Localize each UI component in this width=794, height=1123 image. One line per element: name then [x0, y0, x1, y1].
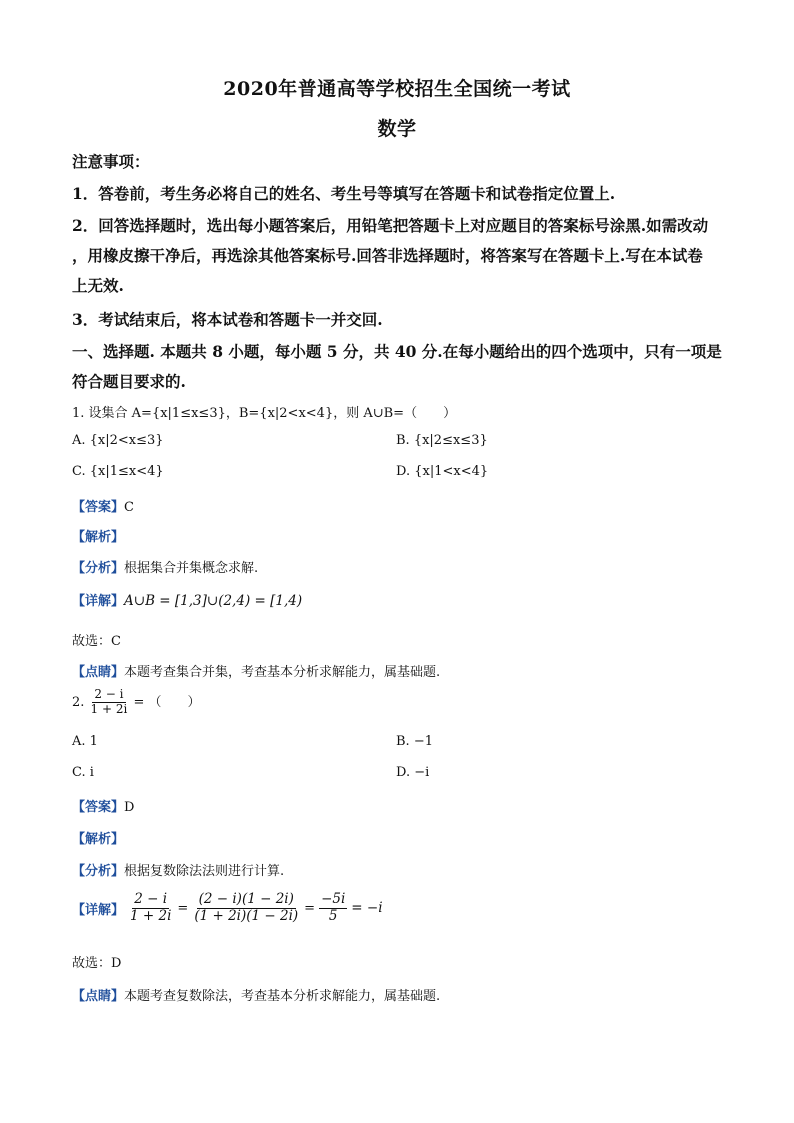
exam-title: 2020年普通高等学校招生全国统一考试 [223, 78, 571, 100]
q2-stem: 2. $\frac{2 - i}{1 + 2i}$ = （ ） [72, 687, 201, 716]
section-heading-1: 一、选择题. 本题共 8 小题，每小题 5 分，共 40 分.在每小题给出的四个选项中，只有一项是 [72, 342, 722, 361]
q1-jiexi: 【解析】 [72, 530, 125, 545]
q1-answer: C [124, 500, 134, 515]
notice-heading: 注意事项： [72, 152, 150, 171]
q1-dianjing: 本题考查集合并集，考查基本分析求解能力，属基础题. [124, 665, 441, 680]
q2-answer-line: 【答案】D [72, 800, 135, 815]
q1-option-d: D. {x|1<x<4} [396, 464, 489, 479]
q1-fenxi: 根据集合并集概念求解. [124, 561, 259, 576]
notice-2c: 上无效. [72, 276, 124, 295]
q1-fenxi-line: 【分析】根据集合并集概念求解. [72, 561, 259, 576]
q2-option-d: D. −i [396, 765, 430, 780]
q2-fenxi-line: 【分析】根据复数除法法则进行计算. [72, 864, 285, 879]
q2-guxuan: 故选：D [72, 956, 122, 971]
q1-option-a: A. {x|2<x≤3} [72, 433, 164, 448]
q2-frac-2: $\frac{(2 - i)(1 - 2i)}{(1 + 2i)(1 - 2i)}$ [194, 891, 299, 924]
q2-result: = −i [351, 900, 383, 917]
notice-2a: 2．回答选择题时，选出每小题答案后，用铅笔把答题卡上对应题目的答案标号涂黑.如需改动 [72, 216, 709, 235]
section-heading-2: 符合题目要求的. [72, 372, 186, 391]
q2-jiexi: 【解析】 [72, 832, 125, 847]
q2-xiangjie-line: 【详解】 $\frac{2 - i}{1 + 2i}$ = $\frac{(2 - i)(1 - 2i)}{(1 + 2i)(1 - 2i)}$ = $\frac{-5i}{5}$ = −i [72, 891, 383, 924]
q1-option-b: B. {x|2≤x≤3} [396, 433, 488, 448]
notice-1: 1．答卷前，考生务必将自己的姓名、考生号等填写在答题卡和试卷指定位置上. [72, 184, 616, 203]
q1-dianjing-line: 【点睛】本题考查集合并集，考查基本分析求解能力，属基础题. [72, 665, 441, 680]
q1-option-c: C. {x|1≤x<4} [72, 464, 164, 479]
q2-dianjing-line: 【点睛】本题考查复数除法，考查基本分析求解能力，属基础题. [72, 989, 441, 1004]
q2-option-c: C. i [72, 765, 94, 780]
answer-tag: 【答案】 [72, 500, 125, 515]
q1-xiangjie-line: 【详解】A∪B = [1,3]∪(2,4) = [1,4) [72, 593, 303, 609]
q2-option-b: B. −1 [396, 734, 433, 749]
q1-answer-line [72, 496, 732, 515]
q2-fenxi: 根据复数除法法则进行计算. [124, 864, 285, 879]
q1-guxuan: 故选：C [72, 634, 121, 649]
q2-answer: D [124, 800, 135, 815]
exam-subject: 数学 [377, 118, 417, 140]
q1-stem: 1. 设集合 A={x|1≤x≤3}，B={x|2<x<4}，则 A∪B=（ ） [72, 406, 457, 421]
notice-3: 3．考试结束后，将本试卷和答题卡一并交回. [72, 310, 383, 329]
notice-2b: ，用橡皮擦干净后，再选涂其他答案标号.回答非选择题时，将答案写在答题卡上.写在本试卷 [72, 246, 703, 265]
q2-frac-1: $\frac{2 - i}{1 + 2i}$ [130, 891, 172, 924]
q1-xiangjie: A∪B = [1,3]∪(2,4) = [1,4) [124, 593, 303, 609]
q2-fraction: $\frac{2 - i}{1 + 2i}$ [90, 687, 128, 716]
q2-frac-3: $\frac{-5i}{5}$ [321, 891, 346, 924]
q2-option-a: A. 1 [72, 734, 98, 749]
q2-dianjing: 本题考查复数除法，考查基本分析求解能力，属基础题. [124, 989, 441, 1004]
